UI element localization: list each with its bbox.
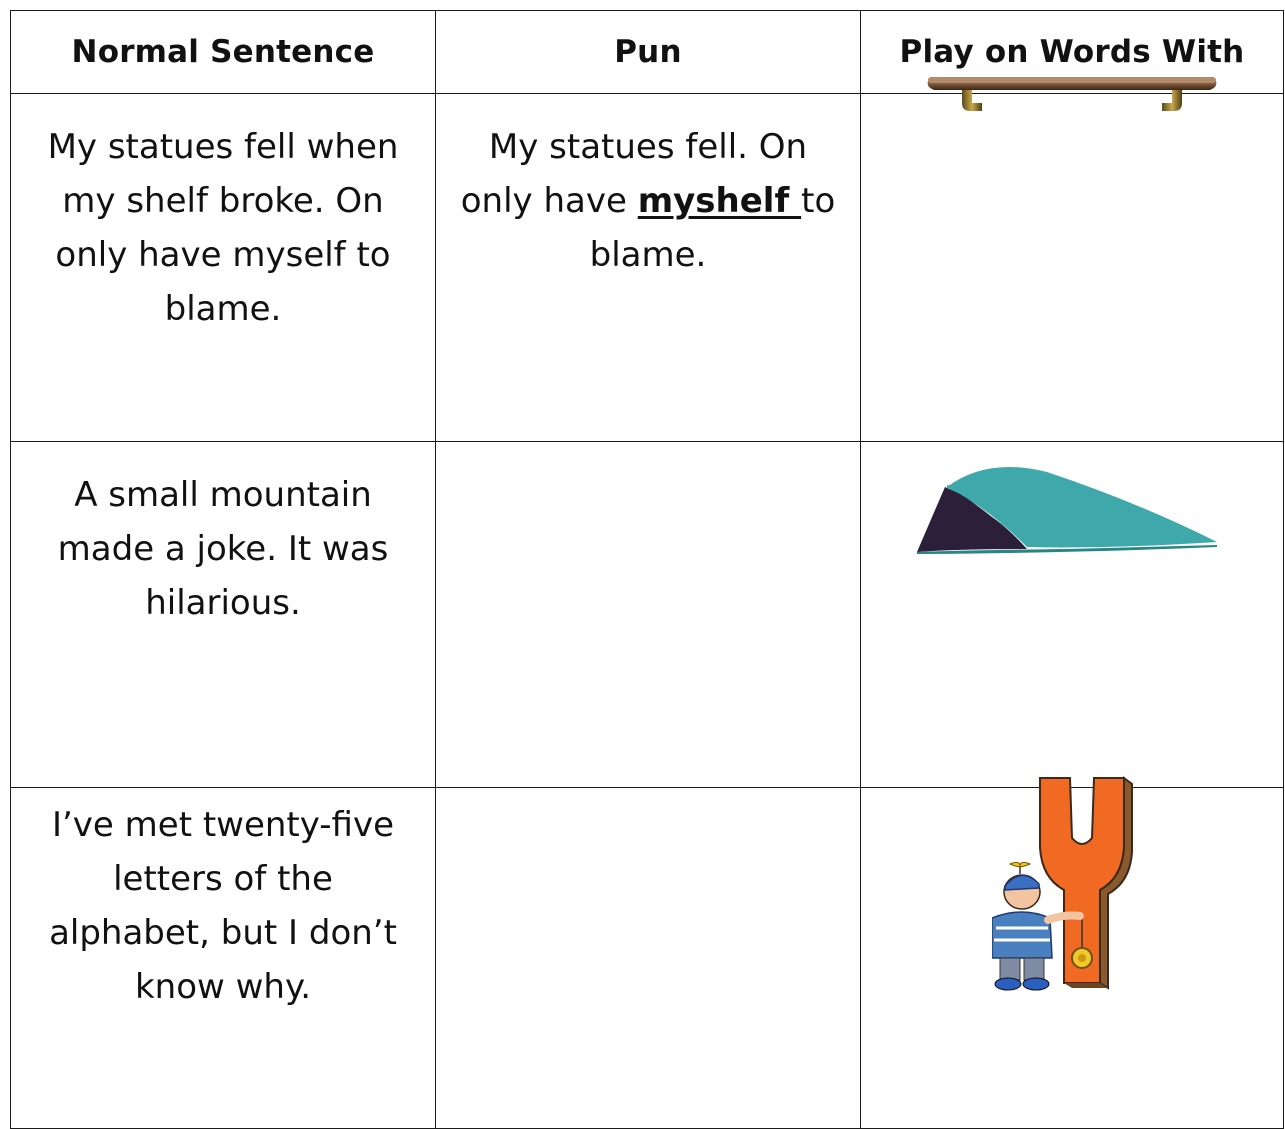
- normal-sentence-cell: [11, 788, 436, 1129]
- text-line: know why.: [134, 967, 312, 1007]
- normal-sentence-text: [11, 788, 435, 1014]
- text-line: blame.: [589, 235, 707, 275]
- normal-sentence-cell: [11, 94, 436, 442]
- pun-cell: [436, 94, 861, 442]
- pun-cell: [436, 442, 861, 788]
- table-row: [11, 442, 1284, 788]
- header-pun: Pun: [436, 11, 861, 94]
- header-normal-sentence: Normal Sentence: [11, 11, 436, 94]
- play-on-words-cell: [861, 94, 1284, 442]
- shelf-picture: [922, 59, 1222, 139]
- pun-text: [436, 94, 860, 282]
- letter-y-boy-picture: [992, 768, 1152, 998]
- play-on-words-cell: [861, 442, 1284, 788]
- text-line: made a joke. It was: [57, 529, 389, 569]
- text-line: My statues fell. On: [488, 127, 808, 167]
- text-line: hilarious.: [145, 583, 301, 623]
- text-line: My statues fell when: [47, 127, 399, 167]
- text-line: only have myself to: [55, 235, 391, 275]
- text-line: A small mountain: [74, 475, 372, 515]
- play-on-words-cell: [861, 788, 1284, 1129]
- pun-text-before: only have: [460, 181, 638, 221]
- text-line: I’ve met twenty-five: [51, 805, 395, 845]
- table-row: [11, 94, 1284, 442]
- text-line: my shelf broke. On: [62, 181, 384, 221]
- text-line: letters of the: [113, 859, 333, 899]
- pun-cell: [436, 788, 861, 1129]
- header-play-on-words: Play on Words With: [861, 11, 1284, 94]
- pun-text-after: to: [801, 181, 836, 221]
- table-row: [11, 788, 1284, 1129]
- text-line: blame.: [164, 289, 282, 329]
- text-line: [458, 174, 838, 228]
- text-line: alphabet, but I don’t: [49, 913, 397, 953]
- normal-sentence-cell: [11, 442, 436, 788]
- normal-sentence-text: [11, 94, 435, 336]
- pun-highlight-word: myshelf: [637, 181, 802, 221]
- normal-sentence-text: [11, 442, 435, 630]
- pun-worksheet-table: [10, 10, 1284, 1129]
- wave-picture: [917, 457, 1227, 567]
